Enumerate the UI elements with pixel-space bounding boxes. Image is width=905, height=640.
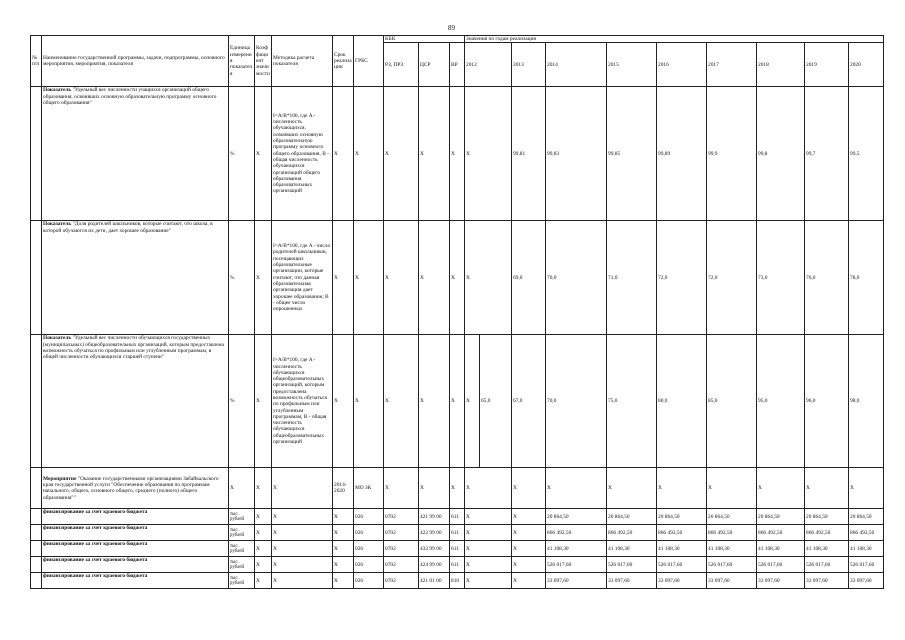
value-cell: X xyxy=(465,541,512,557)
table-row xyxy=(31,335,884,468)
value-cell: 866 492,50 xyxy=(757,525,805,541)
csr-cell: 422 99 00 xyxy=(419,525,450,541)
unit-cell: тыс. рублей xyxy=(229,573,255,589)
coef-cell: X xyxy=(255,573,272,589)
value-cell: 65,0 xyxy=(480,335,512,468)
row-number xyxy=(31,87,42,221)
rz-cell: 0702 xyxy=(384,573,419,589)
rz-cell: 0702 xyxy=(384,525,419,541)
grbs-cell: МО ЗК xyxy=(354,468,384,509)
value-cell: 73,0 xyxy=(757,221,805,335)
value-cell: X xyxy=(465,509,512,525)
value-cell: 866 492,50 xyxy=(849,525,884,541)
header-year: 2020 xyxy=(849,43,884,87)
value-cell: 20 864,50 xyxy=(849,509,884,525)
coef-cell: X xyxy=(255,557,272,573)
header-year: 2013 xyxy=(512,43,546,87)
value-cell: 99,8 xyxy=(757,87,805,221)
value-cell: 866 492,50 xyxy=(707,525,757,541)
rz-cell: 0702 xyxy=(384,509,419,525)
value-cell: 69,0 xyxy=(512,221,546,335)
value-cell: 99,85 xyxy=(607,87,657,221)
value-cell: 33 097,60 xyxy=(707,573,757,589)
value-cell: 33 097,60 xyxy=(607,573,657,589)
value-cell: 95,0 xyxy=(757,335,805,468)
header-num: № п/п xyxy=(31,36,42,87)
value-cell: X xyxy=(657,468,707,509)
method-cell: X xyxy=(272,509,333,525)
grbs-cell: X xyxy=(354,335,384,468)
event-name: Мероприятие "Оказание государственными организациями Забайкальского края государственной услуги "Обеспечение образования по программам начального, общего, основного общего, среднего (полного) общего образования"" xyxy=(42,468,229,509)
value-cell: 526 017,60 xyxy=(657,557,707,573)
value-cell: X xyxy=(607,468,657,509)
value-cell: 866 492,50 xyxy=(657,525,707,541)
term-cell: X xyxy=(333,573,354,589)
coef-cell: X xyxy=(255,509,272,525)
value-cell: 41 108,30 xyxy=(849,541,884,557)
value-cell: 526 017,60 xyxy=(849,557,884,573)
financing-name: финансирование за счет краевого бюджета xyxy=(42,557,229,573)
value-cell: X xyxy=(512,525,546,541)
term-cell: X xyxy=(333,335,354,468)
vr-cell: 810 xyxy=(450,573,465,589)
value-cell: X xyxy=(465,525,512,541)
value-cell: X xyxy=(465,468,512,509)
table-row xyxy=(31,573,884,589)
value-cell: X xyxy=(465,557,512,573)
csr-cell: X xyxy=(419,221,450,335)
rz-cell: X xyxy=(384,87,419,221)
value-cell: 96,0 xyxy=(805,335,849,468)
value-cell: 20 864,50 xyxy=(805,509,849,525)
vr-cell: 611 xyxy=(450,525,465,541)
value-cell: X xyxy=(805,468,849,509)
grbs-cell: X xyxy=(354,221,384,335)
value-cell: 20 864,50 xyxy=(657,509,707,525)
term-cell: X xyxy=(333,557,354,573)
value-cell: 866 492,50 xyxy=(607,525,657,541)
unit-cell: % xyxy=(229,335,255,468)
value-cell: 72,0 xyxy=(707,221,757,335)
header-vr: ВР xyxy=(450,43,465,87)
term-cell: X xyxy=(333,221,354,335)
coef-cell: X xyxy=(255,468,272,509)
method-cell: I=A/B*100, где A - число родителей школьников, посещающих образовательные организации, которые считают, что данная образовательная организация дает хорошее образование; B - общее число опрошенных xyxy=(272,221,333,335)
term-cell: X xyxy=(333,541,354,557)
vr-cell: 611 xyxy=(450,557,465,573)
value-cell: 866 492,50 xyxy=(805,525,849,541)
value-cell: 78,0 xyxy=(849,221,884,335)
term-cell: 2014-2020 xyxy=(333,468,354,509)
value-cell: X xyxy=(465,87,512,221)
value-cell: 75,0 xyxy=(607,335,657,468)
unit-cell: тыс. рублей xyxy=(229,525,255,541)
table-row xyxy=(31,221,884,335)
row-number xyxy=(31,335,42,468)
method-cell: X xyxy=(272,557,333,573)
value-cell: X xyxy=(512,468,546,509)
term-cell: X xyxy=(333,87,354,221)
value-cell: 80,0 xyxy=(657,335,707,468)
row-number xyxy=(31,509,42,525)
rz-cell: 0702 xyxy=(384,557,419,573)
indicator-name: Показатель "Удельный вес численности обучающихся государственных (муниципальных) общеобразовательных организаций, которым предоставлена возможность обучаться по профильным или углубленным программам, в общей численности обучающихся старшей ступени" xyxy=(42,335,229,468)
indicator-name: Показатель "Доля родителей школьников, которые считают, что школа, в которой обучаются их дети, дает хорошее образование" xyxy=(42,221,229,335)
value-cell: 41 108,30 xyxy=(607,541,657,557)
table-row xyxy=(31,541,884,557)
value-cell: X xyxy=(512,541,546,557)
header-unit: Единица измерения показателя xyxy=(229,36,255,87)
value-cell: 526 017,60 xyxy=(546,557,607,573)
value-cell: 99,83 xyxy=(546,87,607,221)
method-cell: X xyxy=(272,468,333,509)
value-cell: 33 097,60 xyxy=(546,573,607,589)
value-cell: 41 108,30 xyxy=(757,541,805,557)
financing-name: финансирование за счет краевого бюджета xyxy=(42,525,229,541)
value-cell: 20 864,50 xyxy=(707,509,757,525)
financing-name: финансирование за счет краевого бюджета xyxy=(42,541,229,557)
method-cell: X xyxy=(272,525,333,541)
value-cell: 33 097,60 xyxy=(805,573,849,589)
financing-name: финансирование за счет краевого бюджета xyxy=(42,573,229,589)
header-kbk: КБК xyxy=(384,36,465,43)
term-cell: X xyxy=(333,509,354,525)
csr-cell: 424 99 00 xyxy=(419,557,450,573)
value-cell: 98,0 xyxy=(849,335,884,468)
value-cell: 99,9 xyxy=(707,87,757,221)
value-cell: 526 017,60 xyxy=(607,557,657,573)
value-cell: X xyxy=(465,221,512,335)
coef-cell: X xyxy=(255,221,272,335)
header-term: Срок реализации xyxy=(333,36,354,87)
unit-cell: X xyxy=(229,468,255,509)
value-cell: X xyxy=(512,573,546,589)
grbs-cell: 026 xyxy=(354,557,384,573)
row-number xyxy=(31,468,42,509)
value-cell: 70,0 xyxy=(546,335,607,468)
csr-cell: 421 99 00 xyxy=(419,509,450,525)
value-cell: 33 097,60 xyxy=(849,573,884,589)
header-year: 2012 xyxy=(465,43,512,87)
csr-cell: X xyxy=(419,468,450,509)
method-cell: I=A/B*100, где A - численность обучающихся общеобразовательных организаций, которым предоставлена возможность обучаться по профильным или углубленным программам, B - общая численность обучающихся общеобразовательных организаций xyxy=(272,335,333,468)
value-cell: 41 108,30 xyxy=(657,541,707,557)
csr-cell: 433 99 00 xyxy=(419,541,450,557)
value-cell: 33 097,60 xyxy=(757,573,805,589)
value-cell: 99,5 xyxy=(849,87,884,221)
value-cell: X xyxy=(465,335,480,468)
grbs-cell: 026 xyxy=(354,525,384,541)
grbs-cell: 026 xyxy=(354,573,384,589)
value-cell: 85,0 xyxy=(707,335,757,468)
value-cell: 41 108,30 xyxy=(805,541,849,557)
method-cell: X xyxy=(272,541,333,557)
vr-cell: X xyxy=(450,87,465,221)
header-name: Наименование государственной программы, задачи, подпрограммы, основного мероприятия, мероприятия, показателя xyxy=(42,36,229,87)
unit-cell: тыс. рублей xyxy=(229,541,255,557)
header-values: Значения по годам реализации xyxy=(465,36,884,43)
unit-cell: % xyxy=(229,87,255,221)
header-year: 2014 xyxy=(546,43,607,87)
rz-cell: X xyxy=(384,468,419,509)
header-method: Методика расчета показателя xyxy=(272,36,333,87)
page-number: 89 xyxy=(448,24,455,32)
header-grbs: ГРБС xyxy=(354,36,384,87)
table-row xyxy=(31,509,884,525)
vr-cell: X xyxy=(450,468,465,509)
rz-cell: X xyxy=(384,335,419,468)
header-csr: ЦСР xyxy=(419,43,450,87)
value-cell: 99,7 xyxy=(805,87,849,221)
value-cell: X xyxy=(849,468,884,509)
header-year: 2016 xyxy=(657,43,707,87)
value-cell: X xyxy=(546,468,607,509)
value-cell: 866 492,50 xyxy=(546,525,607,541)
value-cell: 41 108,30 xyxy=(546,541,607,557)
term-cell: X xyxy=(333,525,354,541)
value-cell: 33 097,60 xyxy=(657,573,707,589)
value-cell: X xyxy=(512,509,546,525)
grbs-cell: 026 xyxy=(354,509,384,525)
vr-cell: 611 xyxy=(450,509,465,525)
program-table xyxy=(30,35,884,589)
value-cell: X xyxy=(512,557,546,573)
value-cell: X xyxy=(465,573,512,589)
value-cell: 526 017,60 xyxy=(707,557,757,573)
csr-cell: X xyxy=(419,335,450,468)
table-row xyxy=(31,557,884,573)
method-cell: I=A/B*100, где A - численность обучающихся, освоивших основную образовательную программу основного общего образования, B - общая численность обучающихся организаций общего образования образовательных организаций xyxy=(272,87,333,221)
table-row xyxy=(31,525,884,541)
table-row xyxy=(31,87,884,221)
grbs-cell: 026 xyxy=(354,541,384,557)
value-cell: X xyxy=(757,468,805,509)
coef-cell: X xyxy=(255,541,272,557)
header-rz: РЗ, ПРЗ xyxy=(384,43,419,87)
coef-cell: X xyxy=(255,335,272,468)
header-year: 2018 xyxy=(757,43,805,87)
financing-name: финансирование за счет краевого бюджета xyxy=(42,509,229,525)
table-row xyxy=(31,468,884,509)
value-cell: 99,81 xyxy=(512,87,546,221)
coef-cell: X xyxy=(255,525,272,541)
header-year: 2017 xyxy=(707,43,757,87)
header-year: 2019 xyxy=(805,43,849,87)
value-cell: 76,0 xyxy=(805,221,849,335)
value-cell: 20 864,50 xyxy=(546,509,607,525)
method-cell: X xyxy=(272,573,333,589)
unit-cell: % xyxy=(229,221,255,335)
value-cell: 20 864,50 xyxy=(757,509,805,525)
header-coef: Коэффициент значимости xyxy=(255,36,272,87)
header-year: 2015 xyxy=(607,43,657,87)
row-number xyxy=(31,573,42,589)
value-cell: 20 864,50 xyxy=(607,509,657,525)
value-cell: 70,0 xyxy=(546,221,607,335)
row-number xyxy=(31,221,42,335)
rz-cell: 0702 xyxy=(384,541,419,557)
value-cell: 526 017,60 xyxy=(757,557,805,573)
vr-cell: X xyxy=(450,221,465,335)
value-cell: 71,0 xyxy=(607,221,657,335)
row-number xyxy=(31,541,42,557)
grbs-cell: X xyxy=(354,87,384,221)
value-cell: 99,89 xyxy=(657,87,707,221)
rz-cell: X xyxy=(384,221,419,335)
value-cell: 72,0 xyxy=(657,221,707,335)
value-cell: 67,0 xyxy=(512,335,546,468)
row-number xyxy=(31,557,42,573)
unit-cell: тыс. рублей xyxy=(229,509,255,525)
csr-cell: X xyxy=(419,87,450,221)
csr-cell: 421 01 00 xyxy=(419,573,450,589)
value-cell: X xyxy=(707,468,757,509)
vr-cell: X xyxy=(450,335,465,468)
row-number xyxy=(31,525,42,541)
vr-cell: 611 xyxy=(450,541,465,557)
unit-cell: тыс. рублей xyxy=(229,557,255,573)
indicator-name: Показатель "Удельный вес численности учащихся организаций общего образования, освоивших основную образовательную программу основного общего образования" xyxy=(42,87,229,221)
coef-cell: X xyxy=(255,87,272,221)
value-cell: 41 108,30 xyxy=(707,541,757,557)
value-cell: 526 017,60 xyxy=(805,557,849,573)
